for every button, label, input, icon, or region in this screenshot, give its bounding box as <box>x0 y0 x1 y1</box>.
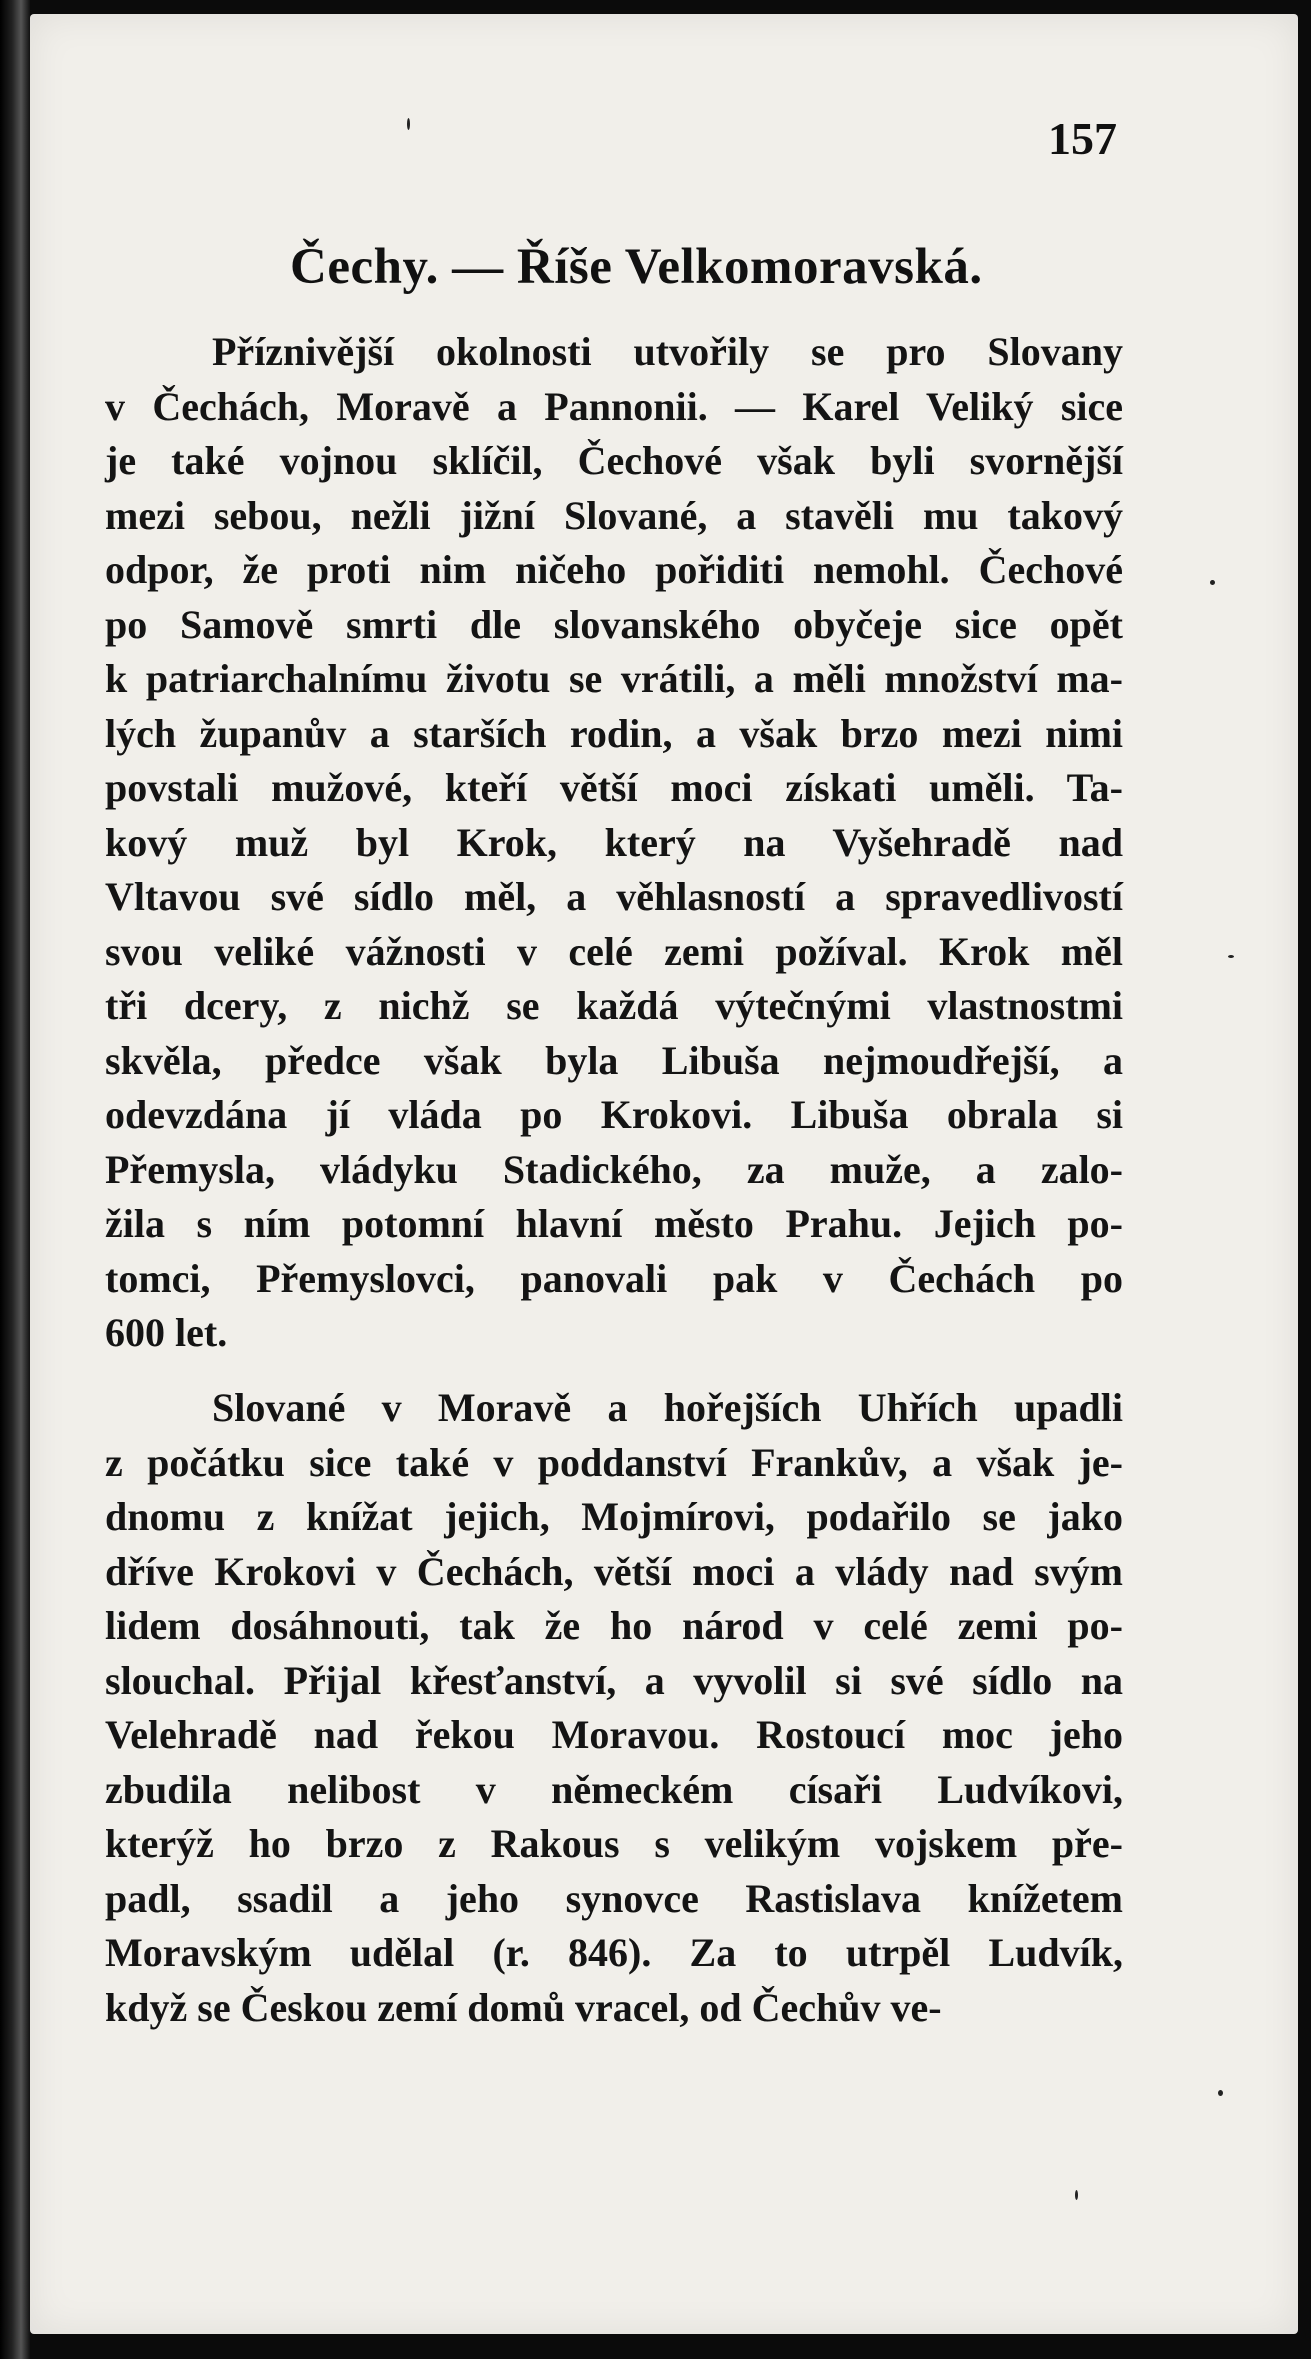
text-line: po Samově smrti dle slovanského obyčeje sice opět <box>105 601 1123 647</box>
text-line: lých županův a starších rodin, a však brzo mezi nimi <box>105 710 1123 756</box>
text-line: dříve Krokovi v Čechách, větší moci a vlády nad svým <box>105 1548 1123 1594</box>
section-title: Čechy. — Říše Velkomoravská. <box>290 239 983 295</box>
paper-speck <box>1075 2190 1078 2200</box>
text-line: dnomu z knížat jejich, Mojmírovi, podařilo se jako <box>105 1494 1123 1539</box>
text-line: odpor, že proti nim ničeho pořiditi nemohl. Čechové <box>105 547 1123 592</box>
text-line: kový muž byl Krok, který na Vyšehradě nad <box>105 819 1123 865</box>
text-line: Vltavou své sídlo měl, a věhlasností a spravedlivostí <box>105 874 1123 919</box>
page-binding-edge <box>0 0 30 2359</box>
paper-speck <box>1210 580 1215 585</box>
text-line: mezi sebou, nežli jižní Slované, a stavěli mu takový <box>105 492 1123 538</box>
text-line: Slované v Moravě a hořejších Uhřích upadli <box>212 1385 1123 1430</box>
text-line: Příznivější okolnosti utvořily se pro Slovany <box>212 329 1123 374</box>
text-line: povstali mužové, kteří větší moci získati uměli. Ta- <box>105 765 1123 810</box>
text-line: svou veliké vážnosti v celé zemi požíval. Krok měl <box>105 928 1123 974</box>
text-line: kterýž ho brzo z Rakous s velikým vojskem pře- <box>105 1821 1123 1866</box>
text-line: zbudila nelibost v německém císaři Ludvíkovi, <box>105 1766 1123 1812</box>
text-line: když se Českou zemí domů vracel, od Čechův ve- <box>105 1984 942 2030</box>
text-line: 600 let. <box>105 1310 228 1355</box>
text-line: slouchal. Přijal křesťanství, a vyvolil si své sídlo na <box>105 1657 1123 1703</box>
paper-speck <box>1218 2090 1223 2096</box>
text-line: žila s ním potomní hlavní město Prahu. Jejich po- <box>105 1201 1123 1246</box>
text-line: odevzdána jí vláda po Krokovi. Libuša obrala si <box>105 1092 1123 1137</box>
paper-speck <box>407 118 410 130</box>
text-line: Moravským udělal (r. 846). Za to utrpěl Ludvík, <box>105 1930 1123 1975</box>
page-number: 157 <box>1048 113 1117 164</box>
text-line: tomci, Přemyslovci, panovali pak v Čechách po <box>105 1255 1123 1301</box>
text-line: k patriarchalnímu životu se vrátili, a měli množství ma- <box>105 656 1123 701</box>
text-line: Přemysla, vládyku Stadického, za muže, a zalo- <box>105 1146 1123 1192</box>
text-line: Velehradě nad řekou Moravou. Rostoucí moc jeho <box>105 1712 1123 1757</box>
text-line: z počátku sice také v poddanství Frankův, a však je- <box>105 1439 1123 1485</box>
text-line: v Čechách, Moravě a Pannonii. — Karel Veliký sice <box>105 383 1123 429</box>
text-line: skvěla, předce však byla Libuša nejmoudřejší, a <box>105 1037 1123 1083</box>
paper-speck <box>1228 955 1234 958</box>
text-line: tři dcery, z nichž se každá výtečnými vlastnostmi <box>105 983 1123 1028</box>
text-line: padl, ssadil a jeho synovce Rastislava knížetem <box>105 1875 1123 1921</box>
text-line: je také vojnou sklíčil, Čechové však byli svornější <box>105 438 1123 483</box>
text-line: lidem dosáhnouti, tak že ho národ v celé zemi po- <box>105 1603 1123 1648</box>
